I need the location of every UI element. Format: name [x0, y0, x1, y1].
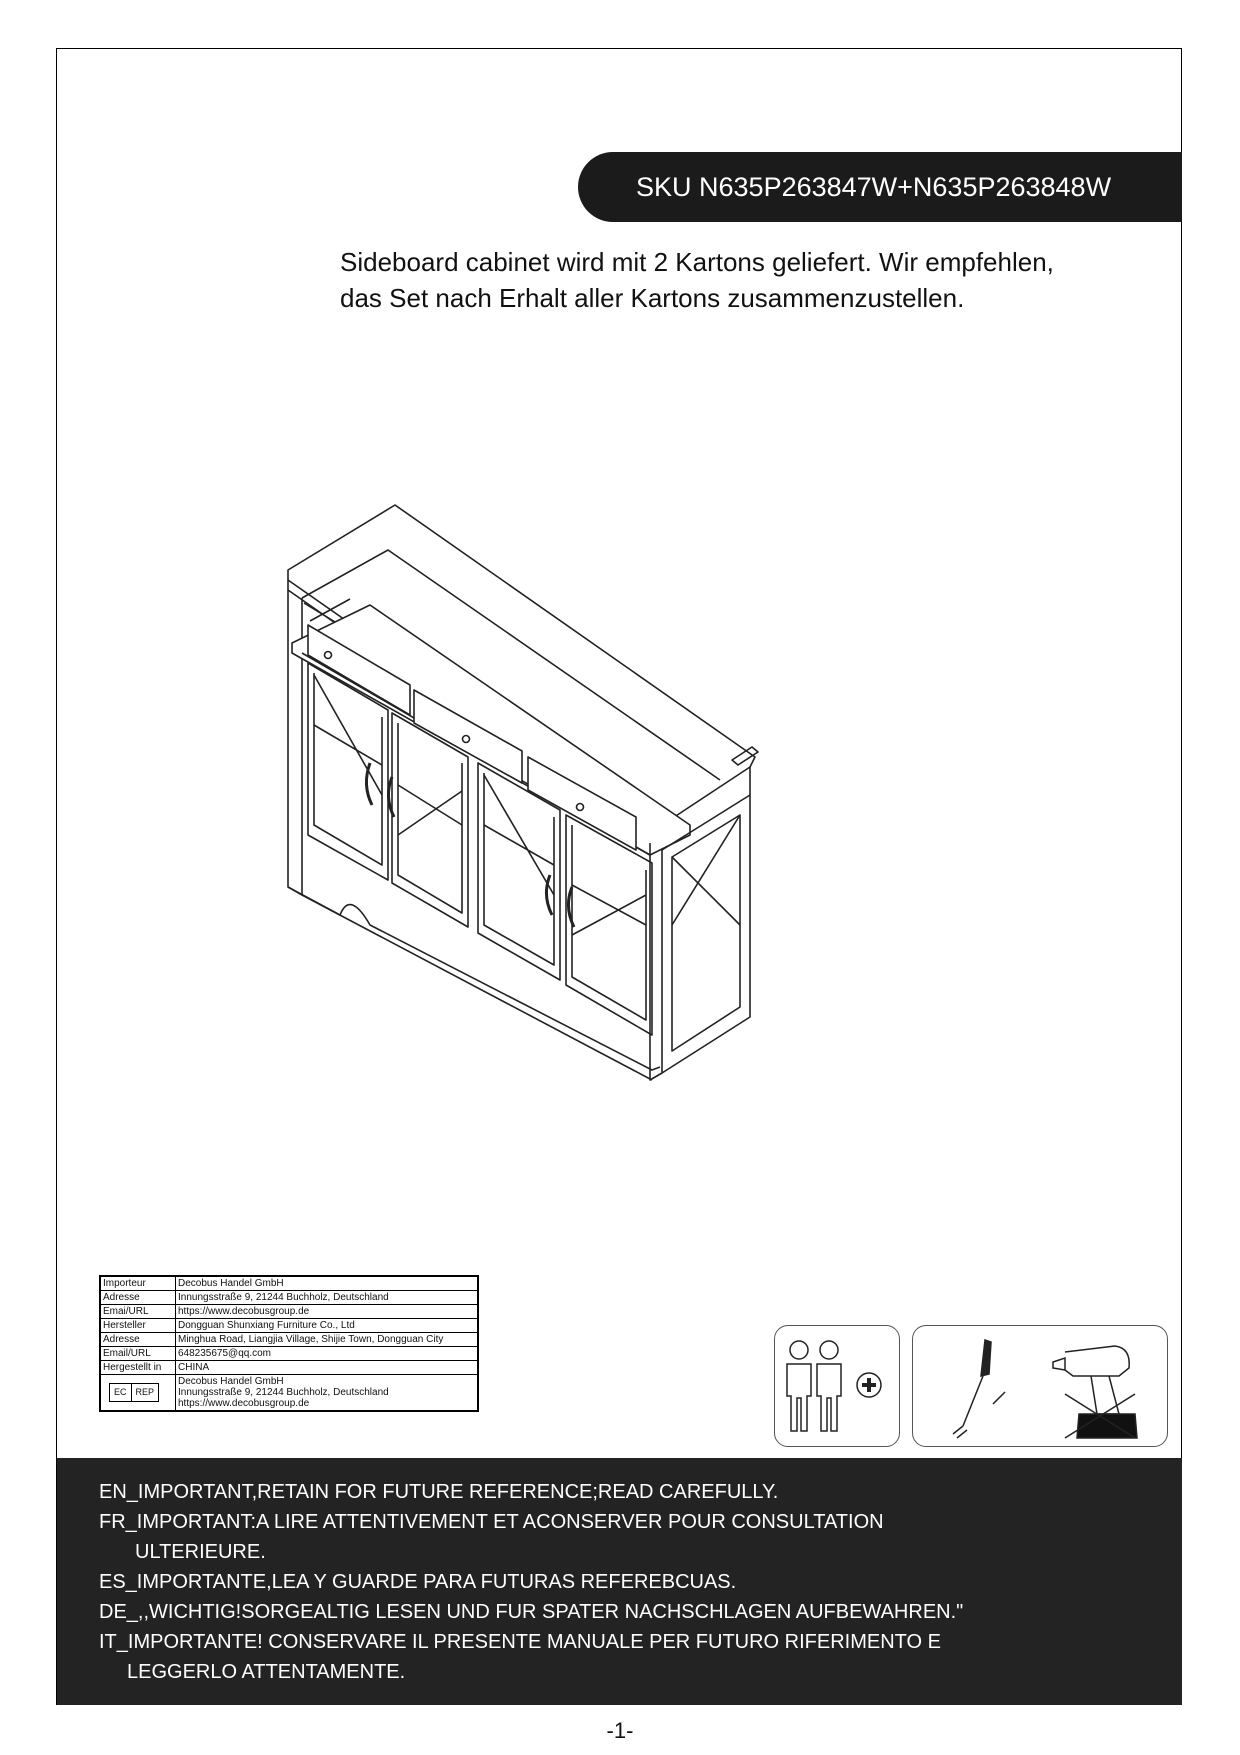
table-label: Adresse: [100, 1291, 176, 1305]
table-value: Dongguan Shunxiang Furniture Co., Ltd: [176, 1319, 479, 1333]
page-number: -1-: [606, 1718, 634, 1743]
sideboard-illustration: [280, 495, 880, 1195]
table-row: [100, 1347, 478, 1361]
sku-label: SKU N635P263847W+N635P263848W: [578, 152, 1182, 222]
notice-it-1: IT_IMPORTANTE! CONSERVARE IL PRESENTE MANUALE PER FUTURO RIFERIMENTO E: [99, 1631, 941, 1653]
notice-es: ES_IMPORTANTE,LEA Y GUARDE PARA FUTURAS REFEREBCUAS.: [99, 1571, 737, 1593]
table-value: https://www.decobusgroup.de: [176, 1305, 479, 1319]
ec-rep-symbol: [109, 1383, 159, 1402]
ecrep-line-2: Innungsstraße 9, 21244 Buchholz, Deutschland: [178, 1387, 389, 1398]
ecrep-cell: [100, 1375, 176, 1412]
table-row: [100, 1375, 478, 1412]
notice-fr-2: ULTERIEURE.: [135, 1541, 266, 1563]
important-notice: [57, 1458, 1182, 1705]
intro-line-1: Sideboard cabinet wird mit 2 Kartons geliefert. Wir empfehlen,: [340, 247, 1054, 277]
manufacturer-info-table: [99, 1275, 479, 1412]
intro-line-2: das Set nach Erhalt aller Kartons zusammenzustellen.: [340, 283, 965, 313]
notice-en: EN_IMPORTANT,RETAIN FOR FUTURE REFERENCE;READ CAREFULLY.: [99, 1481, 779, 1503]
notice-de: DE_,,WICHTIG!SORGEALTIG LESEN UND FUR SPATER NACHSCHLAGEN AUFBEWAHREN.": [99, 1601, 964, 1623]
table-value: Minghua Road, Liangjia Village, Shijie Town, Dongguan City: [176, 1333, 479, 1347]
crossed-out-drill-icon: [1043, 1334, 1153, 1442]
rep-label: REP: [131, 1384, 159, 1401]
ec-label: EC: [114, 1387, 127, 1397]
table-value: Decobus Handel GmbH: [176, 1276, 479, 1291]
two-persons-box: [774, 1325, 900, 1447]
table-label: Importeur: [100, 1276, 176, 1291]
table-row: [100, 1333, 478, 1347]
table-row: [100, 1361, 478, 1375]
table-label: Hersteller: [100, 1319, 176, 1333]
table-row: [100, 1276, 478, 1291]
table-label: Email/URL: [100, 1347, 176, 1361]
table-row: [100, 1291, 478, 1305]
table-label: Adresse: [100, 1333, 176, 1347]
tools-box: [912, 1325, 1168, 1447]
table-row: [100, 1319, 478, 1333]
table-value: Innungsstraße 9, 21244 Buchholz, Deutschland: [176, 1291, 479, 1305]
table-row: [100, 1305, 478, 1319]
notice-it-2: LEGGERLO ATTENTAMENTE.: [127, 1661, 406, 1683]
ecrep-line-3: https://www.decobusgroup.de: [178, 1398, 310, 1409]
ecrep-value: [176, 1375, 479, 1412]
table-value: 648235675@qq.com: [176, 1347, 479, 1361]
table-value: CHINA: [176, 1361, 479, 1375]
intro-text: [340, 244, 1180, 316]
ecrep-line-1: Decobus Handel GmbH: [178, 1376, 284, 1387]
notice-fr-1: FR_IMPORTANT:A LIRE ATTENTIVEMENT ET ACONSERVER POUR CONSULTATION: [99, 1511, 884, 1533]
table-label: Hergestellt in: [100, 1361, 176, 1375]
screwdriver-icon: [943, 1334, 1023, 1442]
table-label: Emai/URL: [100, 1305, 176, 1319]
plus-icon: [855, 1371, 883, 1399]
